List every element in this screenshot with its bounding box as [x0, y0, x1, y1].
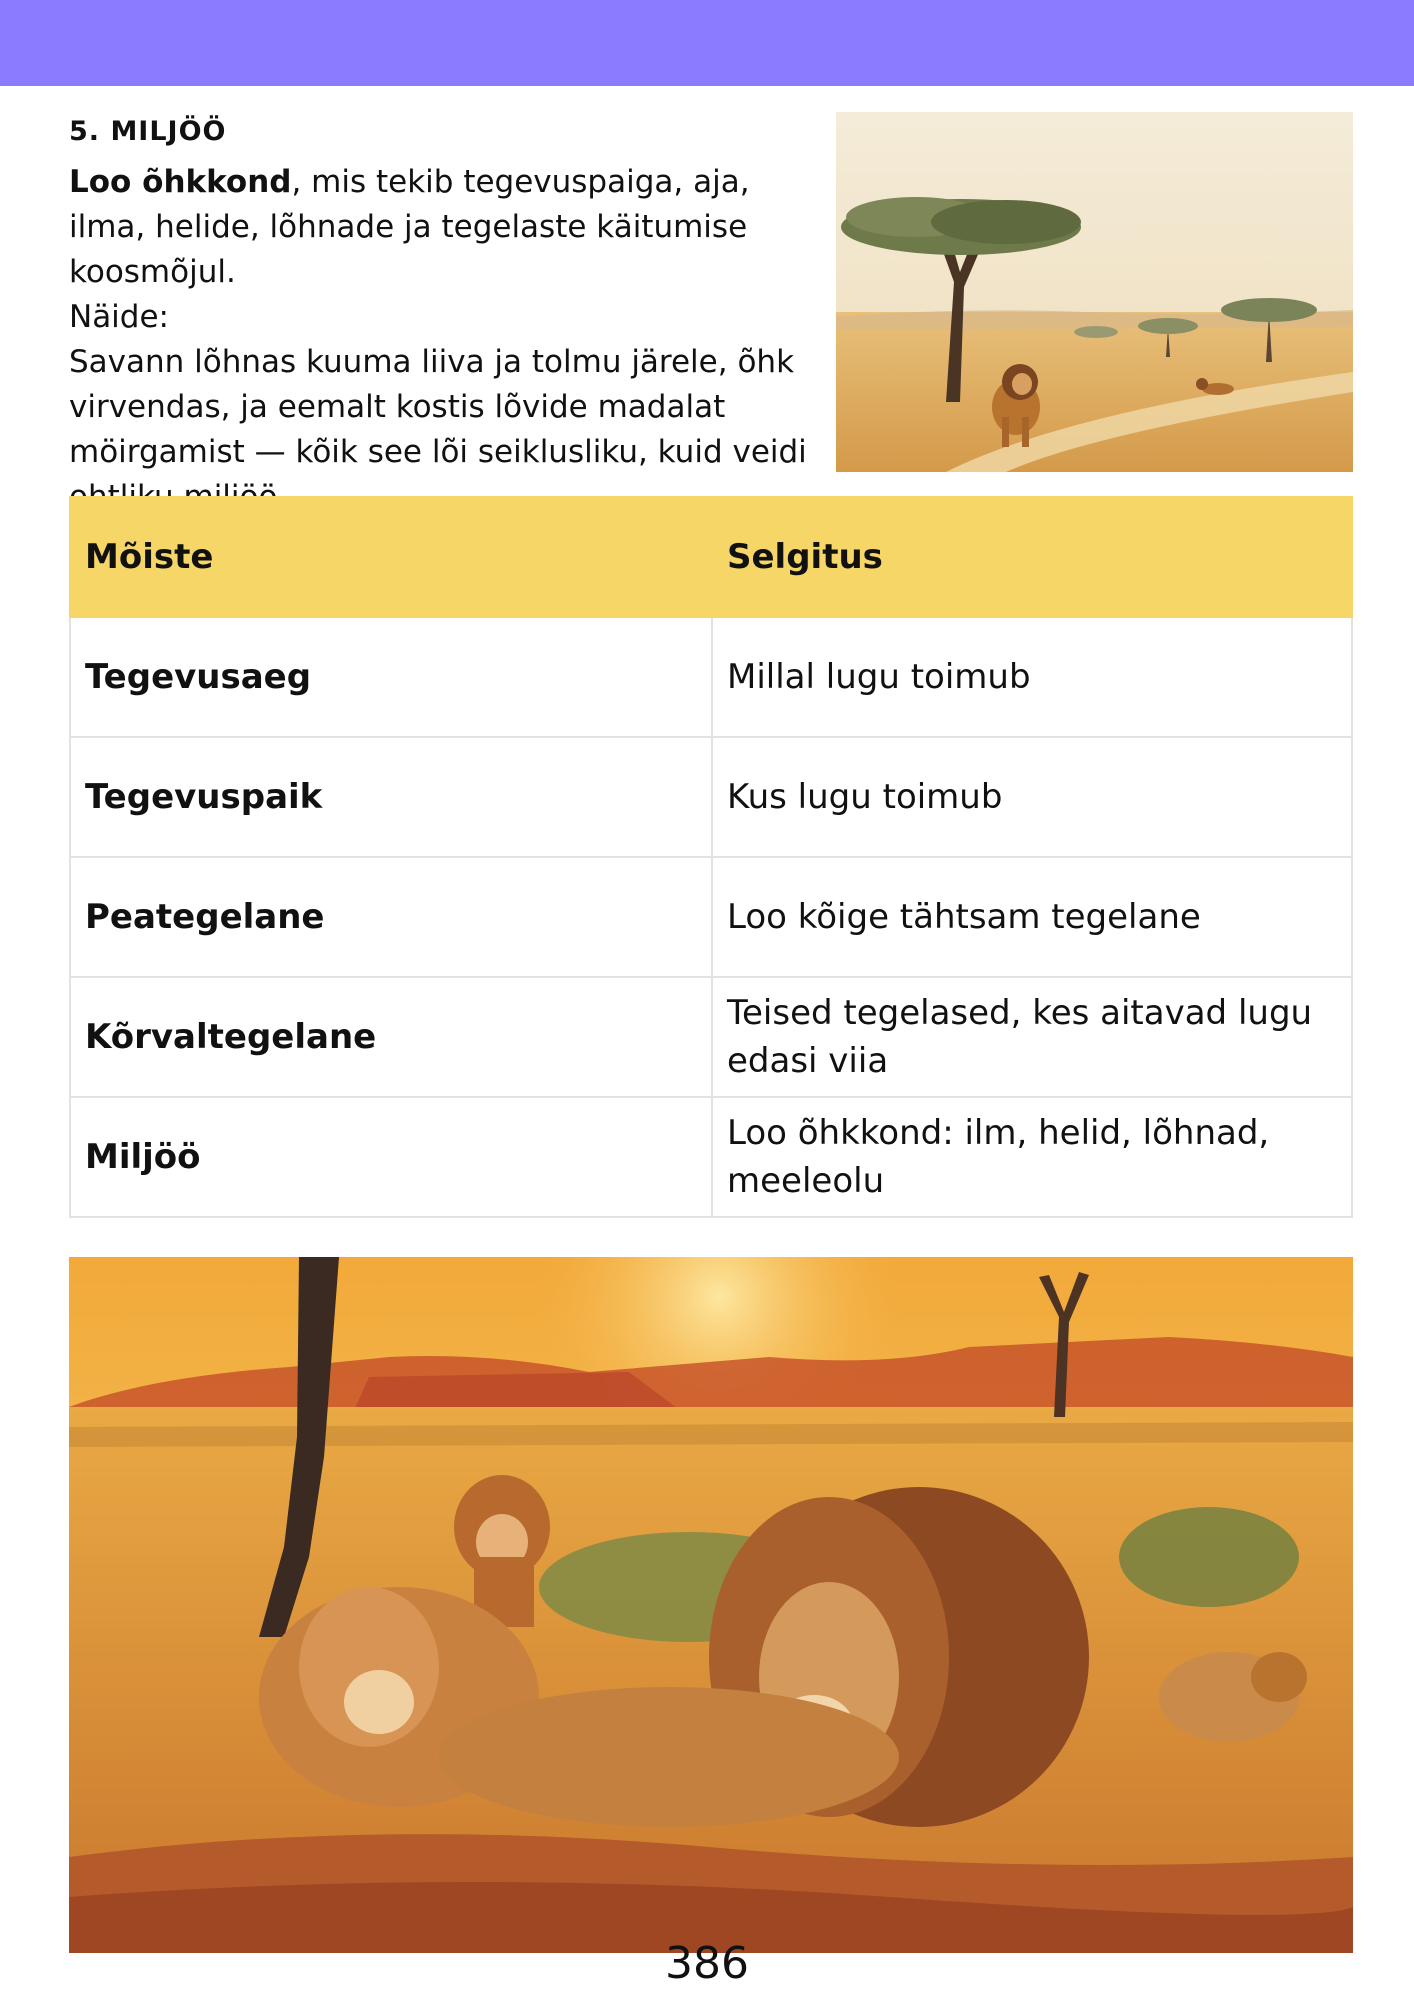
table-cell-term: Kõrvaltegelane — [70, 977, 712, 1097]
table-header-row — [70, 497, 1352, 617]
table-row — [70, 857, 1352, 977]
page-number: 386 — [665, 1938, 749, 1989]
table-cell-explanation: Teised tegelased, kes aitavad lugu edasi viia — [712, 977, 1352, 1097]
table-cell-explanation: Loo õhkkond: ilm, helid, lõhnad, meeleolu — [712, 1097, 1352, 1217]
lion-pride-illustration — [69, 1257, 1353, 1953]
table-cell-term: Peategelane — [70, 857, 712, 977]
header-explanation: Selgitus — [712, 497, 1352, 617]
definition-term: Loo õhkkond — [69, 164, 292, 200]
table-cell-explanation: Millal lugu toimub — [712, 617, 1352, 737]
table-row — [70, 977, 1352, 1097]
table-cell-term: Miljöö — [70, 1097, 712, 1217]
header-concept: Mõiste — [70, 497, 712, 617]
table-row — [70, 1097, 1352, 1217]
top-color-band — [0, 0, 1414, 86]
table-cell-explanation: Loo kõige tähtsam tegelane — [712, 857, 1352, 977]
definition-text: , mis tekib tegevuspaiga, aja, ilma, helide, lõhnade ja tegelaste käitumise koosmõjul. — [69, 164, 750, 290]
table-cell-explanation: Kus lugu toimub — [712, 737, 1352, 857]
table-row — [70, 737, 1352, 857]
example-text: Savann lõhnas kuuma liiva ja tolmu järele, õhk virvendas, ja eemalt kostis lõvide madalat möirgamist — kõik see lõi seiklusliku, kuid veidi — [69, 344, 807, 470]
section-heading: 5. MILJÖÖ — [69, 116, 227, 147]
example-label: Näide: — [69, 299, 169, 335]
section-intro — [69, 160, 829, 520]
table-cell-term: Tegevuspaik — [70, 737, 712, 857]
definition-paragraph — [69, 160, 829, 295]
table-cell-term: Tegevusaeg — [70, 617, 712, 737]
table-row — [70, 617, 1352, 737]
terms-table — [69, 496, 1353, 1218]
savanna-lion-illustration — [836, 112, 1353, 472]
